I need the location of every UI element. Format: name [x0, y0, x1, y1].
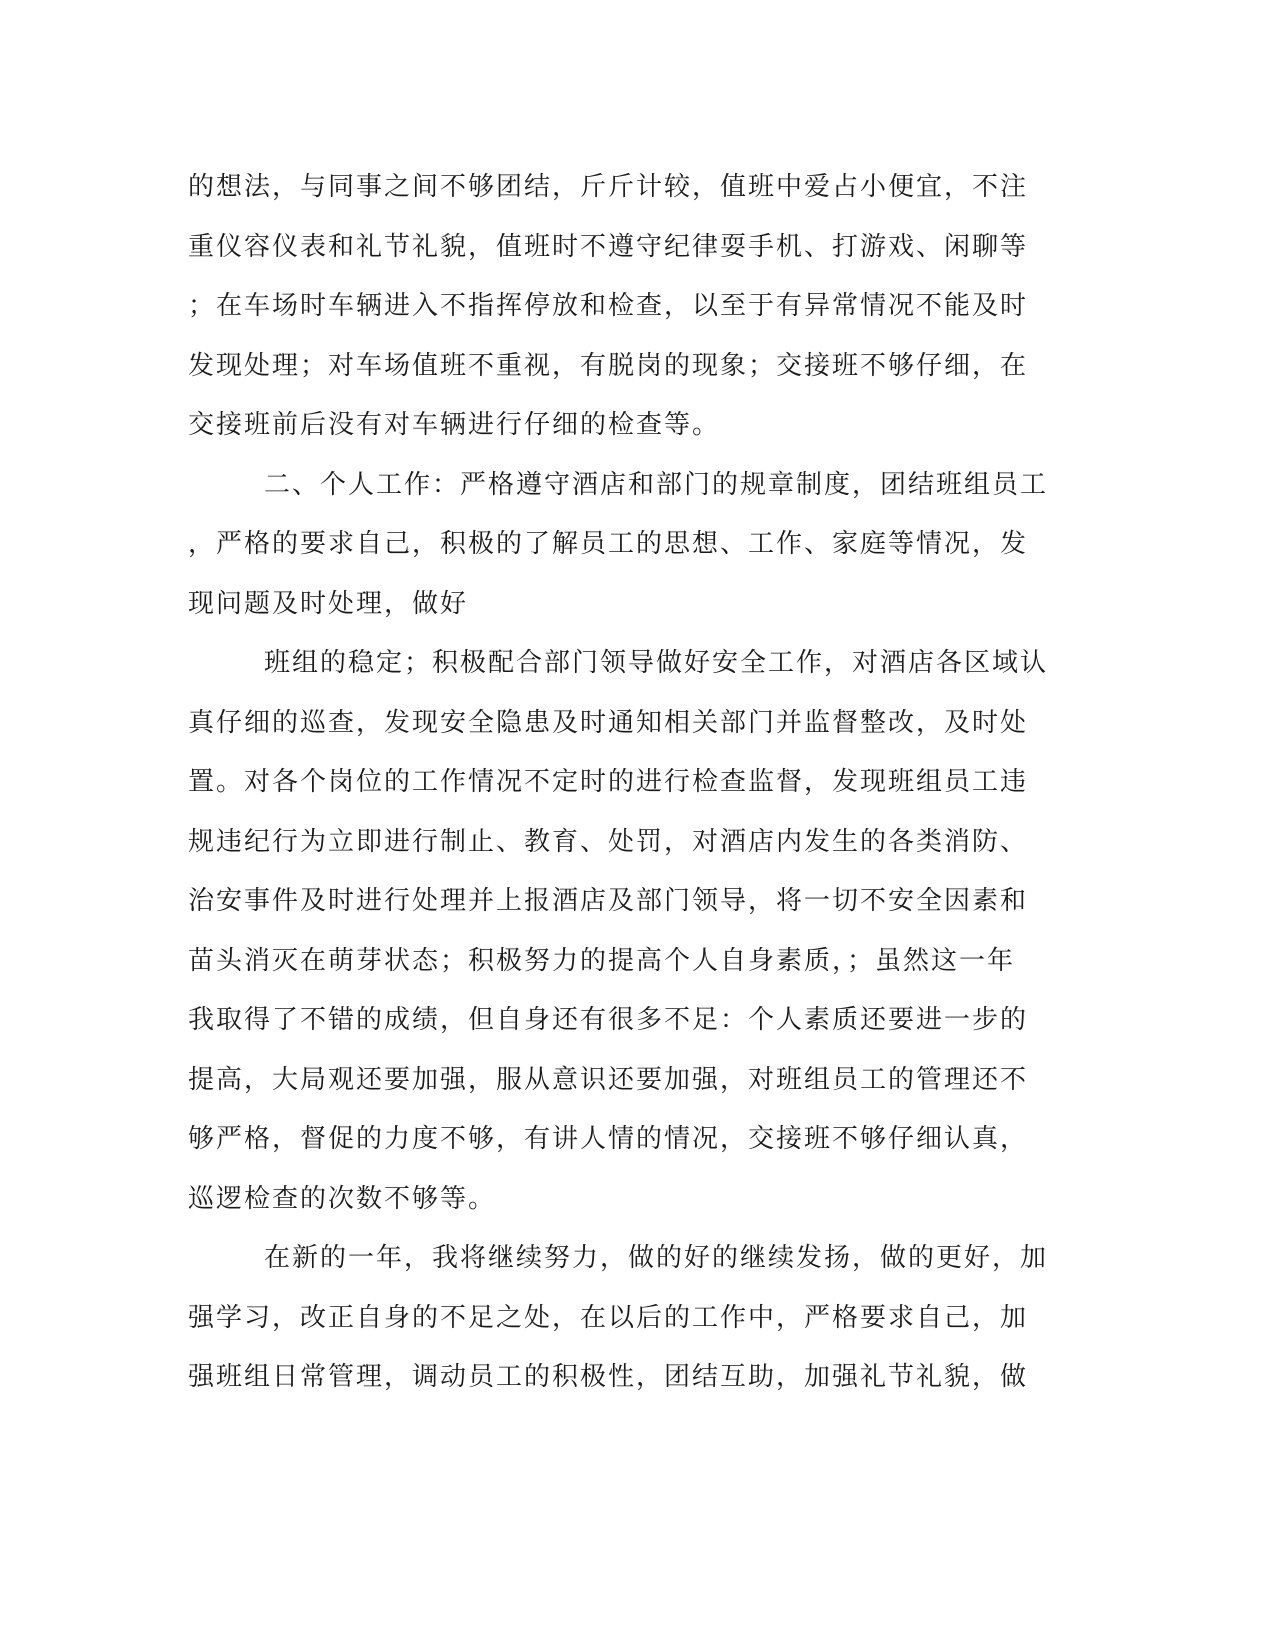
paragraph-start-line: 在新的一年，我将继续努力，做的好的继续发扬，做的更好，加	[264, 1243, 1049, 1273]
text-line: ，严格的要求自己，积极的了解员工的思想、工作、家庭等情况，发	[188, 529, 1029, 559]
paragraph-start-line: 班组的稳定；积极配合部门领导做好安全工作，对酒店各区域认	[264, 648, 1049, 678]
text-line: 苗头消灭在萌芽状态；积极努力的提高个人自身素质，；虽然这一年	[188, 945, 1016, 976]
text-line: 真仔细的巡查，发现安全隐患及时通知相关部门并监督整改，及时处	[188, 707, 1029, 738]
text-line: 强学习，改正自身的不足之处，在以后的工作中，严格要求自己，加	[188, 1302, 1029, 1333]
text-line: 巡逻检查的次数不够等。	[188, 1183, 497, 1214]
text-line: 置。对各个岗位的工作情况不定时的进行检查监督，发现班组员工违	[188, 767, 1029, 797]
paragraph-start-line: 二、个人工作：严格遵守酒店和部门的规章制度，团结班组员工	[264, 469, 1049, 500]
document-body	[188, 158, 1088, 1408]
text-line: ；在车场时车辆进入不指挥停放和检查，以至于有异常情况不能及时	[188, 291, 1029, 321]
text-line: 发现处理；对车场值班不重视，有脱岗的现象；交接班不够仔细，在	[188, 350, 1029, 381]
text-line: 重仪容仪表和礼节礼貌，值班时不遵守纪律耍手机、打游戏、闲聊等	[188, 231, 1029, 262]
text-line: 规违纪行为立即进行制止、教育、处罚，对酒店内发生的各类消防、	[188, 826, 1029, 857]
text-line: 交接班前后没有对车辆进行仔细的检查等。	[188, 410, 721, 440]
text-line: 治安事件及时进行处理并上报酒店及部门领导，将一切不安全因素和	[188, 886, 1029, 916]
text-line: 强班组日常管理，调动员工的积极性，团结互助，加强礼节礼貌，做	[188, 1362, 1029, 1392]
text-line: 的想法，与同事之间不够团结，斤斤计较，值班中爱占小便宜，不注	[188, 172, 1029, 202]
text-line: 现问题及时处理，做好	[188, 588, 469, 619]
text-line: 够严格，督促的力度不够，有讲人情的情况，交接班不够仔细认真，	[188, 1124, 1029, 1154]
text-line: 提高，大局观还要加强，服从意识还要加强，对班组员工的管理还不	[188, 1064, 1029, 1095]
text-line: 我取得了不错的成绩，但自身还有很多不足：个人素质还要进一步的	[188, 1005, 1029, 1035]
